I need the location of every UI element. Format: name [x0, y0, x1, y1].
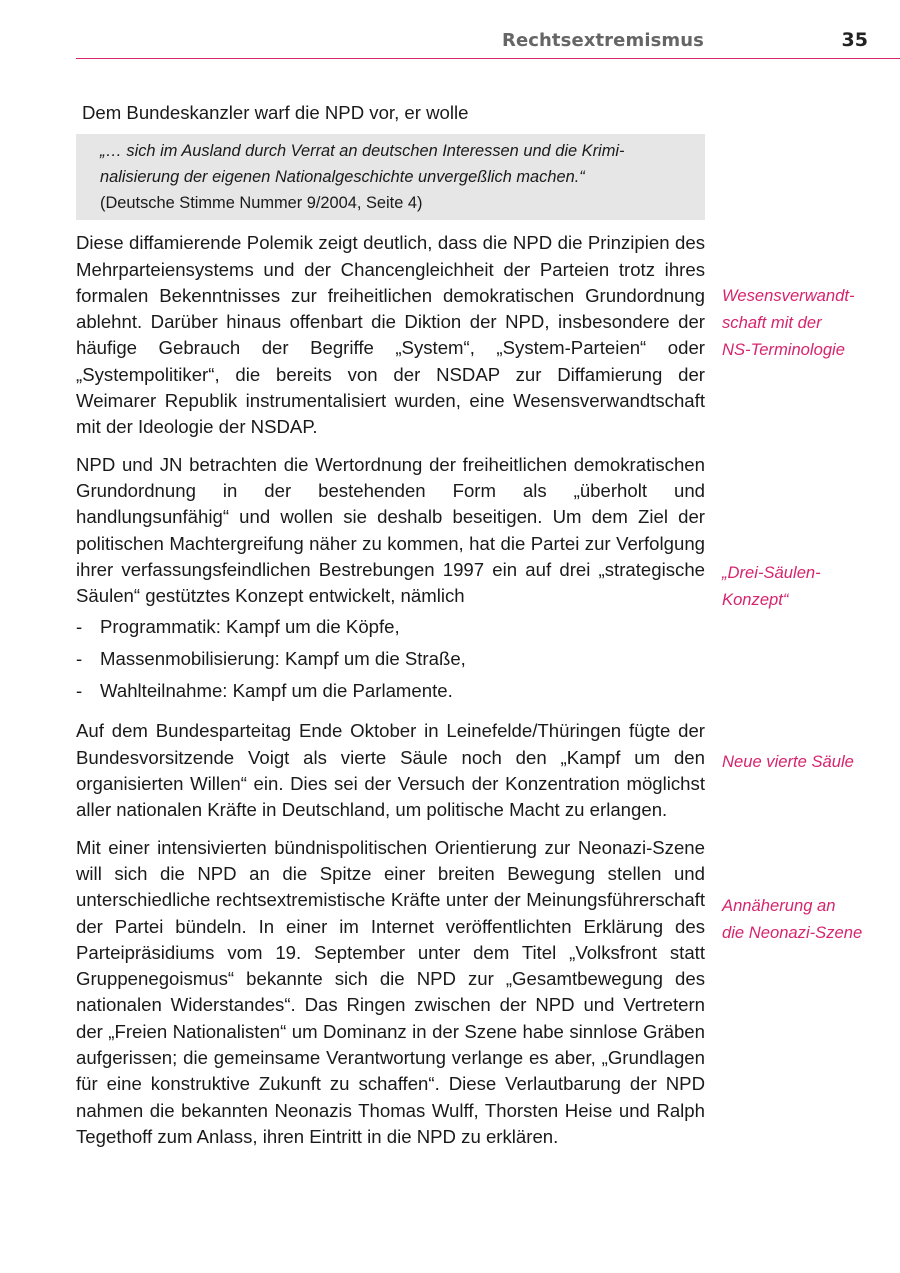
margin-note-line: NS-Terminologie — [722, 340, 845, 359]
list-bullet: - — [76, 680, 83, 702]
margin-note-neonazi-szene — [722, 892, 892, 946]
list-item-text: Wahlteilnahme: Kampf um die Parlamente. — [100, 680, 453, 702]
list-bullet: - — [76, 648, 83, 670]
list-item-text: Programmatik: Kampf um die Köpfe, — [100, 616, 400, 638]
list-bullet: - — [76, 616, 83, 638]
list-item — [76, 611, 705, 643]
margin-note-vierte-saeule — [722, 748, 892, 775]
list-item-text: Massenmobilisierung: Kampf um die Straße, — [100, 648, 466, 670]
quote-line-2: nalisierung der eigenen Nationalgeschichte unvergeßlich machen.“ — [100, 168, 585, 187]
margin-note-line: Konzept“ — [722, 590, 789, 609]
quote-line-1: „… sich im Ausland durch Verrat an deutschen Interessen und die Krimi- — [100, 142, 625, 161]
margin-note-line: Wesensverwandt- — [722, 286, 855, 305]
paragraph-wertordnung: NPD und JN betrachten die Wertordnung der freiheitlichen demokratischen Grundordnung in der bestehenden Form als „überholt und handlungsunfähig“ und wollen sie deshalb beseitigen. Um dem Ziel der politischen Machtergreifung näher zu kommen, hat die Partei zur Verfolgung ihrer verfassungsfeindlichen Bestrebungen 1997 ein auf drei „strategische Säulen“ gestütztes Konzept entwickelt, nämlich — [76, 453, 705, 607]
page-number: 35 — [841, 29, 868, 51]
quote-box — [76, 134, 705, 220]
margin-note-line: Neue vierte Säule — [722, 752, 854, 771]
paragraph-polemik: Diese diffamierende Polemik zeigt deutlich, dass die NPD die Prinzipien des Mehrparteiensystems und der Chancengleichheit der Parteien trotz ihres formalen Bekenntnisses zur freiheitlichen demokratischen Grundordnung ablehnt. Darüber hinaus offenbart die Diktion der NPD, insbesondere der häufige Gebrauch der Begriffe „System“, „System-Parteien“ oder „Systempolitiker“, die bereits von der NSDAP zur Diffamierung der Weimarer Republik instrumentalisiert wurden, eine Wesensverwandtschaft mit der Ideologie der NSDAP. — [76, 232, 705, 438]
list-item — [76, 643, 705, 675]
intro-sentence: Dem Bundeskanzler warf die NPD vor, er wolle — [82, 102, 469, 123]
paragraph-bundesparteitag: Auf dem Bundesparteitag Ende Oktober in Leinefelde/Thüringen fügte der Bundesvorsitzende Voigt als vierte Säule noch den „Kampf um den organisierten Willen“ ein. Dies sei der Versuch der Konzentration möglichst aller nationalen Kräfte in Deutschland, um politische Macht zu erlangen. — [76, 720, 705, 821]
main-text-column — [76, 100, 705, 1150]
page-header — [76, 24, 900, 59]
margin-note-line: „Drei-Säulen- — [722, 563, 821, 582]
margin-note-ns-terminologie — [722, 282, 892, 363]
quote-source: (Deutsche Stimme Nummer 9/2004, Seite 4) — [100, 194, 423, 213]
margin-note-drei-saeulen — [722, 559, 892, 613]
section-title: Rechtsextremismus — [501, 30, 704, 51]
strategy-pillars-list — [76, 611, 705, 707]
margin-note-line: schaft mit der — [722, 313, 822, 332]
list-item — [76, 675, 705, 707]
margin-note-line: Annäherung an — [722, 896, 836, 915]
margin-note-line: die Neonazi-Szene — [722, 923, 863, 942]
paragraph-neonazi-szene: Mit einer intensivierten bündnispolitischen Orientierung zur Neonazi-Szene will sich die NPD an die Spitze einer breiten Bewegung stellen und unterschiedliche rechtsextremistische Kräfte unter der Meinungsführerschaft der Partei bündeln. In einer im Internet veröffentlichten Erklärung des Parteipräsidiums vom 19. September unter dem Titel „Volksfront statt Gruppenegoismus“ bekannte sich die NPD zur „Gesamtbewegung des nationalen Widerstandes“. Das Ringen zwischen der NPD und Vertretern der „Freien Nationalisten“ um Dominanz in der Szene habe sinnlose Gräben aufgerissen; die gemeinsame Verantwortung verlange es aber, „Grundlagen für eine konstruktive Zukunft zu schaffen“. Diese Verlautbarung der NPD nahmen die bekannten Neonazis Thomas Wulff, Thorsten Heise und Ralph Tegethoff zum Anlass, ihren Eintritt in die NPD zu erklären. — [76, 836, 705, 1147]
